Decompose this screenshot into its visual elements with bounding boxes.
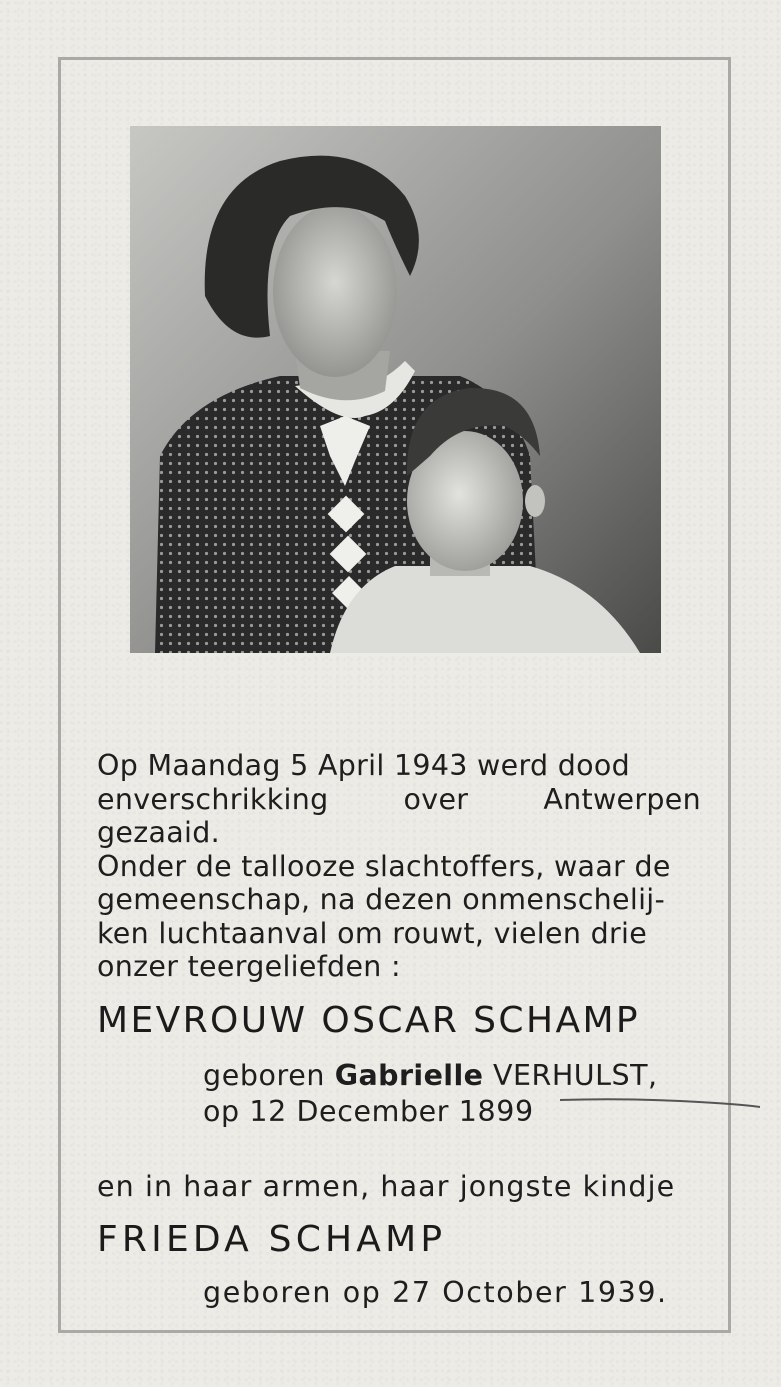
intro-line: enverschrikking over Antwerpen gezaaid.	[97, 782, 701, 849]
maiden-first-name: Gabrielle	[334, 1059, 484, 1092]
born-label: geboren	[203, 1059, 326, 1092]
deceased-name-child: FRIEDA SCHAMP	[97, 1219, 447, 1260]
intro-line: Onder de tallooze slachtoffers, waar de	[97, 849, 671, 883]
intro-line: ken luchtaanval om rouwt, vielen drie	[97, 916, 648, 950]
child-birth-date: geboren op 27 October 1939.	[203, 1276, 668, 1309]
portrait-photo	[130, 126, 661, 653]
ink-scratch-mark	[560, 1097, 760, 1109]
transition-line: en in haar armen, haar jongste kindje	[97, 1170, 676, 1203]
portrait-photo-drawing	[130, 126, 661, 653]
maiden-last-name: VERHULST,	[493, 1059, 658, 1092]
intro-line: onzer teergeliefden :	[97, 950, 401, 983]
intro-paragraph	[97, 749, 701, 984]
mother-birth-date: op 12 December 1899	[203, 1095, 534, 1128]
deceased-name-mother: MEVROUW OSCAR SCHAMP	[97, 1000, 641, 1041]
intro-line: gemeenschap, na dezen onmenschelij-	[97, 883, 666, 916]
mother-birth-name	[203, 1059, 658, 1092]
intro-line: Op Maandag 5 April 1943 werd dood	[97, 749, 631, 782]
